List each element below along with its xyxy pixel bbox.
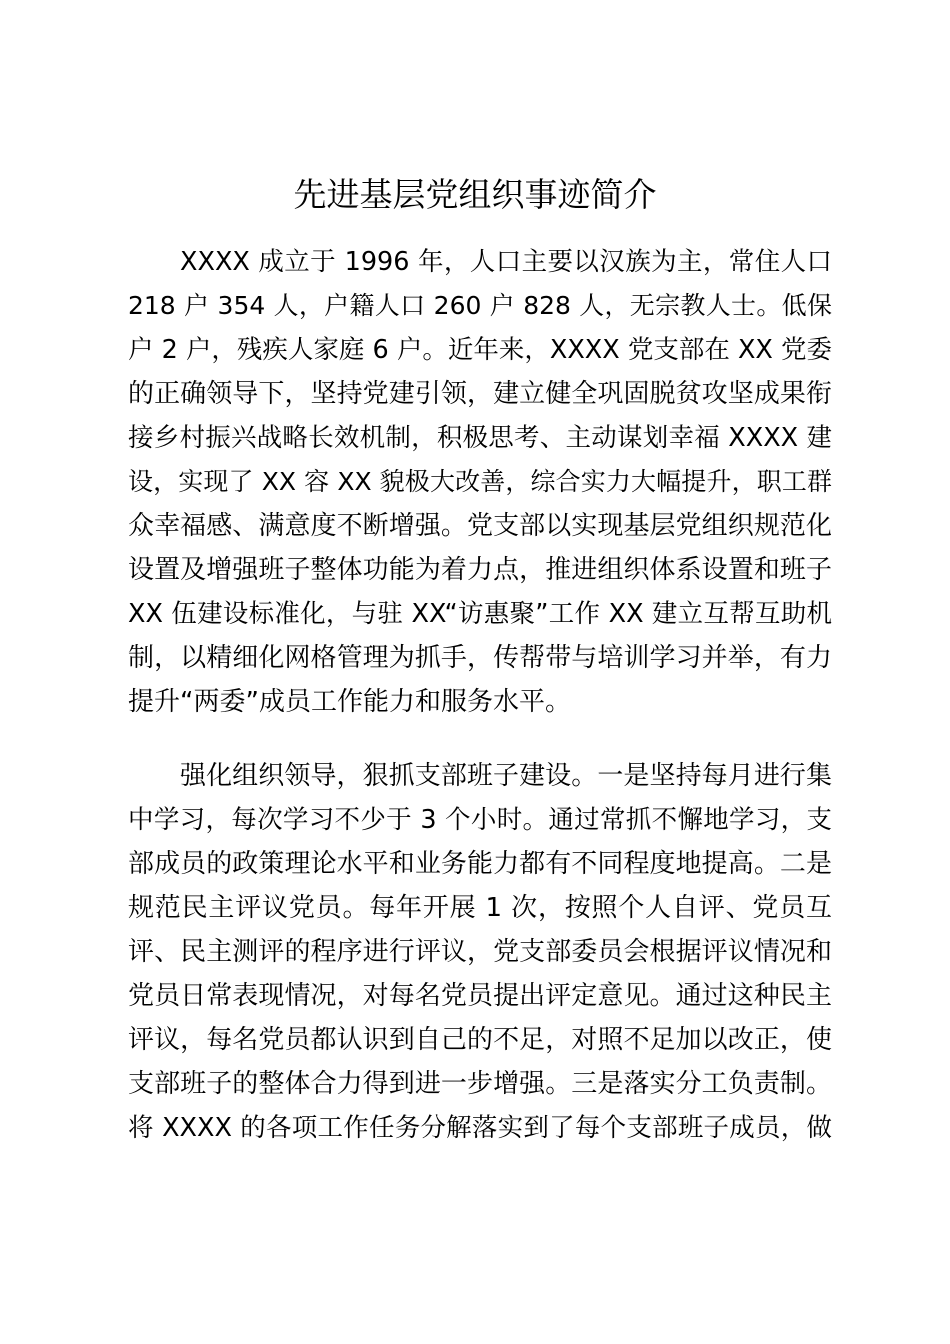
text-line: 评、民主测评的程序进行评议，党支部委员会根据评议情况和 xyxy=(128,937,832,967)
paragraph-spacer xyxy=(128,724,832,754)
text-line: 党员日常表现情况，对每名党员提出评定意见。通过这种民主 xyxy=(128,981,832,1011)
text-line: 支部班子的整体合力得到进一步增强。三是落实分工负责制。 xyxy=(128,1069,832,1099)
text-line: 部成员的政策理论水平和业务能力都有不同程度地提高。二是 xyxy=(128,849,832,879)
paragraph-1 xyxy=(128,240,832,724)
text-line: 评议，每名党员都认识到自己的不足，对照不足加以改正，使 xyxy=(128,1025,832,1055)
text-line: 强化组织领导，狠抓支部班子建设。一是坚持每月进行集 xyxy=(180,761,832,791)
text-line: 设，实现了 XX 容 XX 貌极大改善，综合实力大幅提升，职工群 xyxy=(128,467,832,496)
text-line: 设置及增强班子整体功能为着力点，推进组织体系设置和班子 xyxy=(128,555,832,585)
text-line: 提升“两委”成员工作能力和服务水平。 xyxy=(128,687,571,717)
document-title: 先进基层党组织事迹简介 xyxy=(293,175,657,214)
text-line: 户 2 户，残疾人家庭 6 户。近年来，XXXX 党支部在 XX 党委 xyxy=(128,335,832,365)
document-body xyxy=(128,240,832,1150)
text-line: 中学习，每次学习不少于 3 个小时。通过常抓不懈地学习，支 xyxy=(128,805,832,835)
text-line: 制，以精细化网格管理为抓手，传帮带与培训学习并举，有力 xyxy=(128,643,832,673)
text-line: XX 伍建设标准化，与驻 XX“访惠聚”工作 XX 建立互帮互助机 xyxy=(128,599,832,629)
text-line: XXXX 成立于 1996 年，人口主要以汉族为主，常住人口 xyxy=(180,247,832,277)
text-line: 218 户 354 人，户籍人口 260 户 828 人，无宗教人士。低保 xyxy=(128,291,832,320)
text-line: 将 XXXX 的各项工作任务分解落实到了每个支部班子成员，做 xyxy=(128,1113,832,1143)
text-line: 众幸福感、满意度不断增强。党支部以实现基层党组织规范化 xyxy=(128,511,832,541)
text-line: 接乡村振兴战略长效机制，积极思考、主动谋划幸福 XXXX 建 xyxy=(128,423,832,453)
text-line: 规范民主评议党员。每年开展 1 次，按照个人自评、党员互 xyxy=(128,893,832,923)
paragraph-2 xyxy=(128,754,832,1150)
text-line: 的正确领导下，坚持党建引领，建立健全巩固脱贫攻坚成果衔 xyxy=(128,379,832,409)
